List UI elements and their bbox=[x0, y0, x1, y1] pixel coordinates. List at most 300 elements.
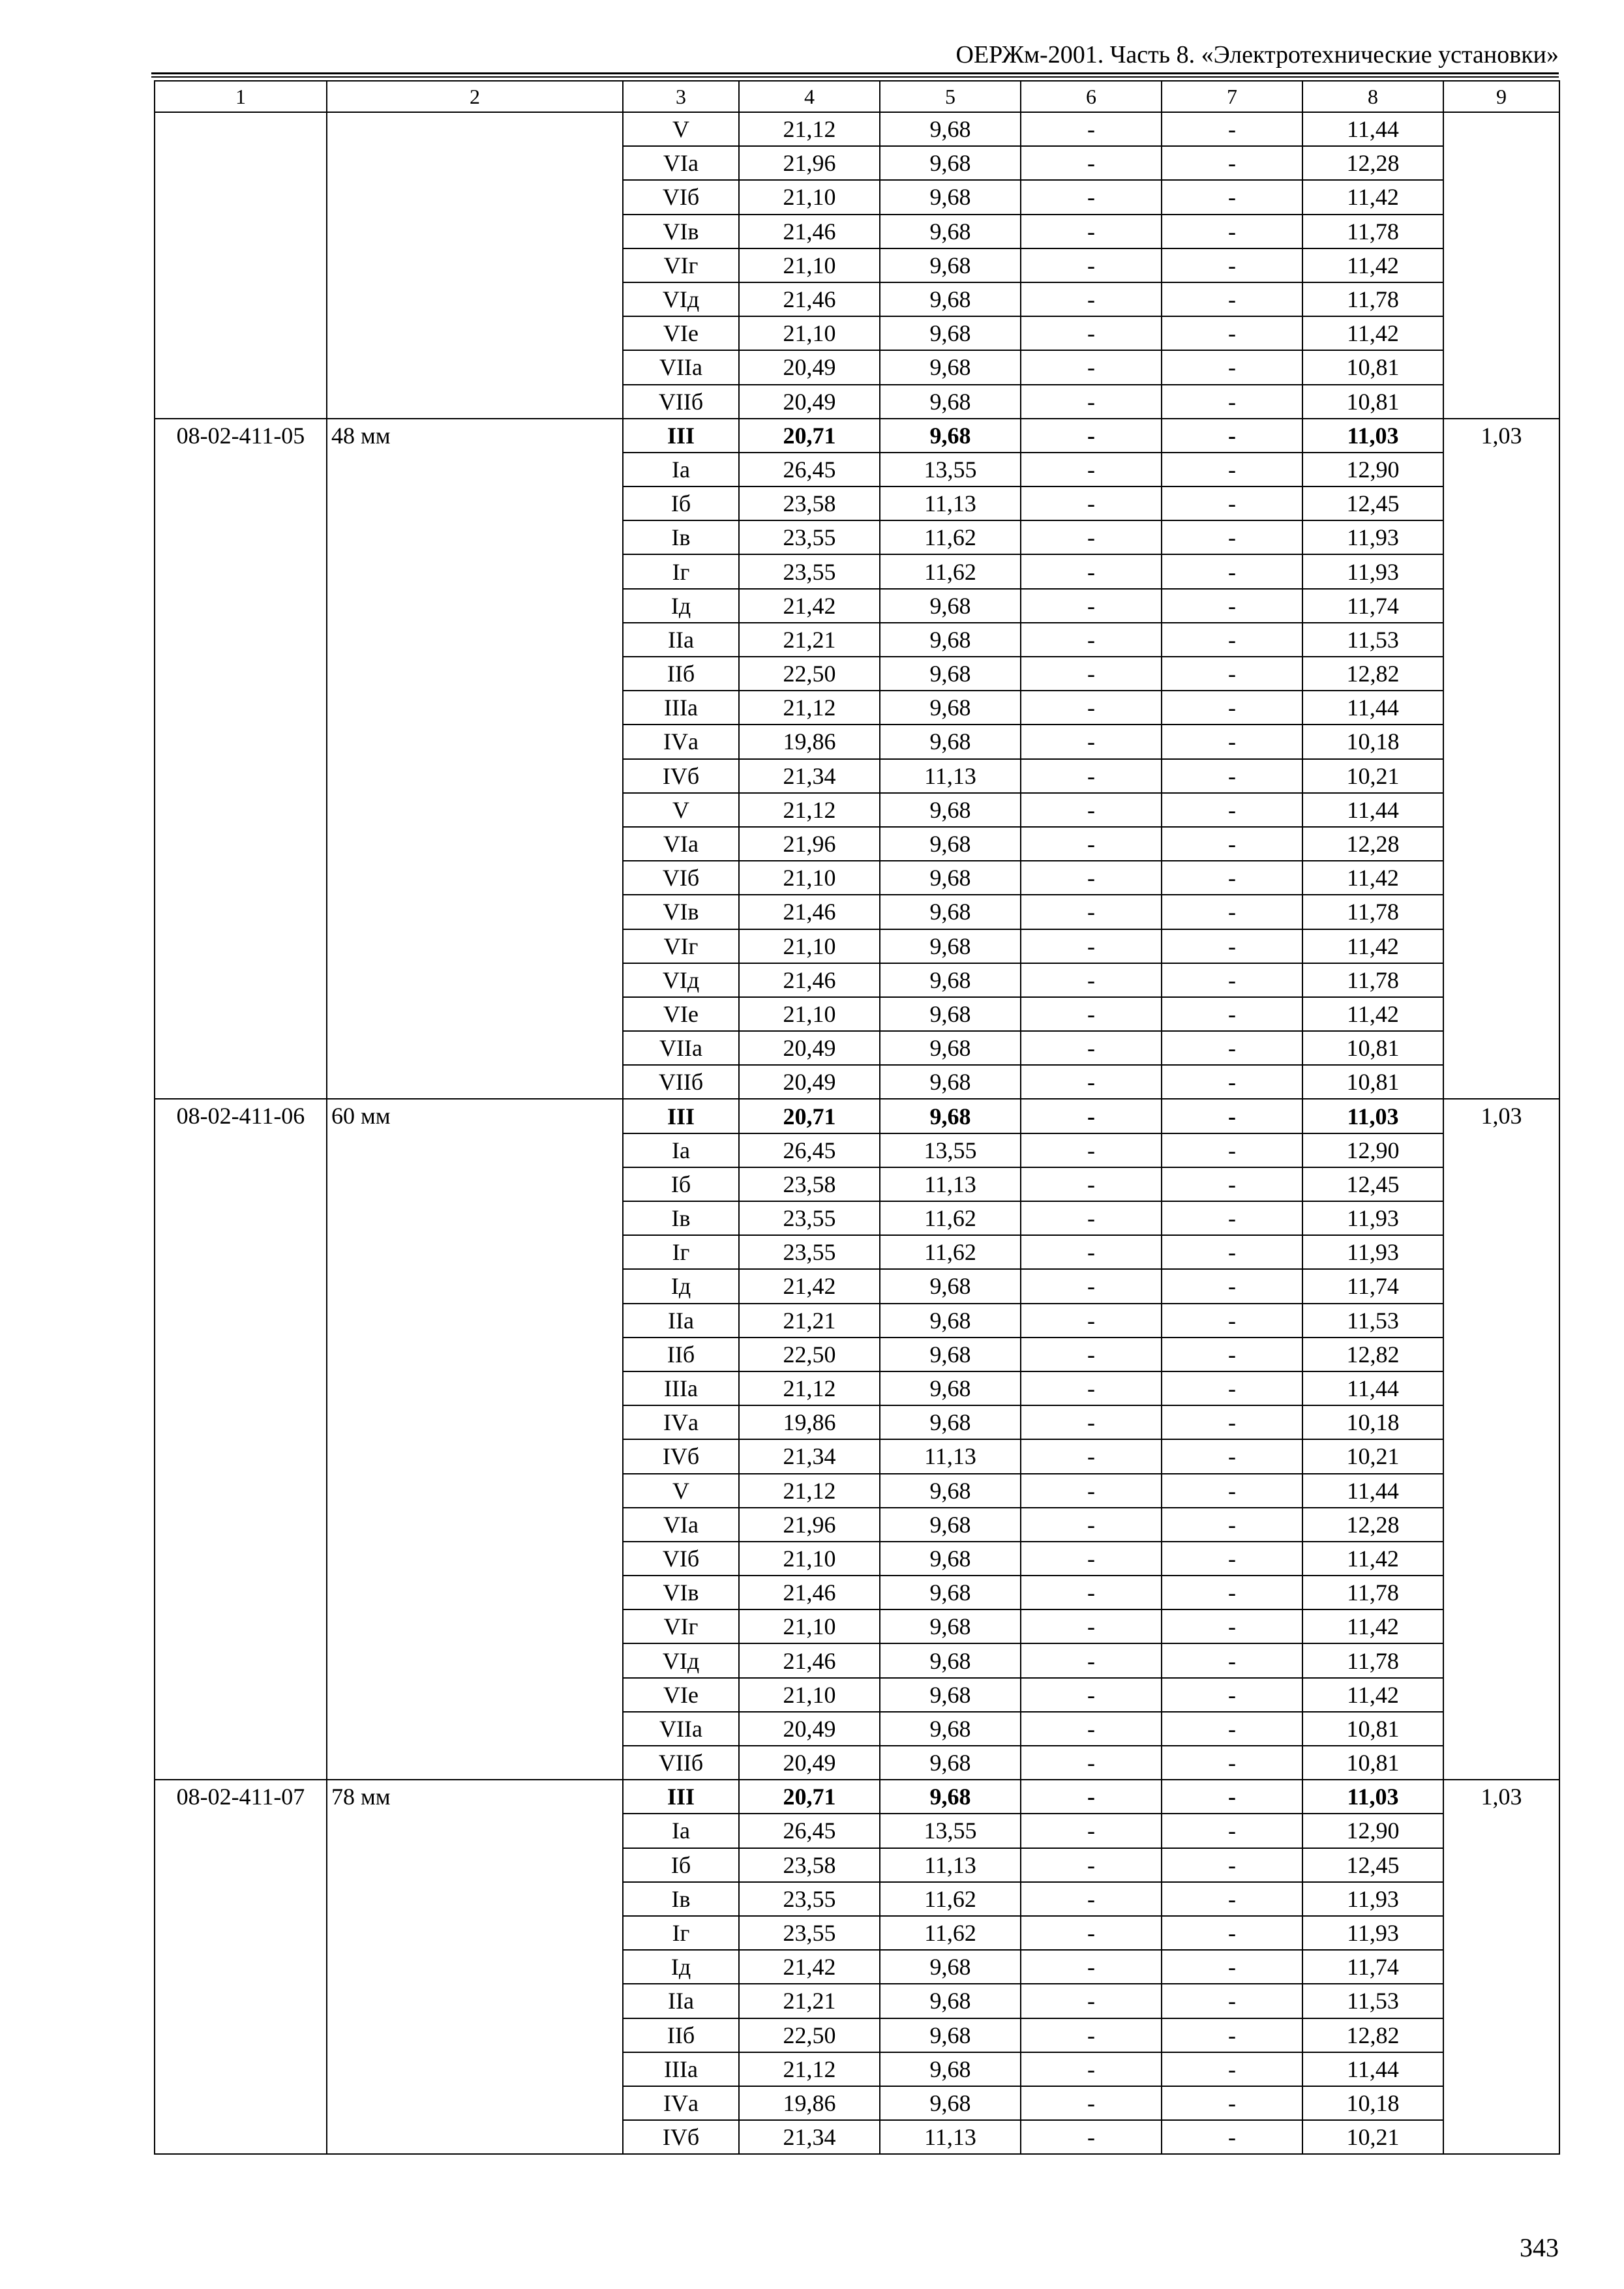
value-col7: - bbox=[1162, 1439, 1302, 1473]
value-col7: - bbox=[1162, 1405, 1302, 1439]
value-col8: 12,90 bbox=[1302, 1133, 1443, 1167]
value-col4: 21,12 bbox=[739, 1474, 880, 1508]
value-col5: 9,68 bbox=[880, 1609, 1021, 1643]
value-col5: 11,62 bbox=[880, 1235, 1021, 1269]
zone-code: IIа bbox=[623, 1984, 739, 2018]
value-col5: 9,68 bbox=[880, 146, 1021, 180]
value-col5: 9,68 bbox=[880, 419, 1021, 453]
zone-code: VIв bbox=[623, 1576, 739, 1609]
value-col5: 9,68 bbox=[880, 895, 1021, 929]
zone-code: VIе bbox=[623, 1678, 739, 1712]
value-col6: - bbox=[1021, 1882, 1162, 1916]
value-col6: - bbox=[1021, 2052, 1162, 2086]
value-col4: 21,12 bbox=[739, 2052, 880, 2086]
value-col8: 11,42 bbox=[1302, 929, 1443, 963]
value-col8: 11,78 bbox=[1302, 1643, 1443, 1677]
value-col6: - bbox=[1021, 861, 1162, 895]
zone-code: Iг bbox=[623, 554, 739, 588]
zone-code: VIе bbox=[623, 316, 739, 350]
zone-code: VIд bbox=[623, 1643, 739, 1677]
value-col5: 9,68 bbox=[880, 1405, 1021, 1439]
value-col7: - bbox=[1162, 554, 1302, 588]
table-row bbox=[155, 1099, 1559, 1133]
value-col7: - bbox=[1162, 1099, 1302, 1133]
zone-code: Iд bbox=[623, 1269, 739, 1303]
value-col7: - bbox=[1162, 1746, 1302, 1780]
value-col4: 20,71 bbox=[739, 1099, 880, 1133]
value-col6: - bbox=[1021, 1065, 1162, 1099]
zone-code: IVа bbox=[623, 2086, 739, 2120]
value-col8: 11,44 bbox=[1302, 1474, 1443, 1508]
value-col4: 19,86 bbox=[739, 1405, 880, 1439]
value-col8: 10,18 bbox=[1302, 1405, 1443, 1439]
value-col4: 23,55 bbox=[739, 1916, 880, 1950]
value-col6: - bbox=[1021, 1167, 1162, 1201]
value-col8: 10,81 bbox=[1302, 1746, 1443, 1780]
value-col8: 10,81 bbox=[1302, 1031, 1443, 1065]
value-col6: - bbox=[1021, 1542, 1162, 1576]
value-col4: 21,12 bbox=[739, 1371, 880, 1405]
value-col5: 9,68 bbox=[880, 589, 1021, 623]
zone-code: V bbox=[623, 1474, 739, 1508]
value-col6: - bbox=[1021, 112, 1162, 146]
value-col6: - bbox=[1021, 1950, 1162, 1984]
zone-code: IIа bbox=[623, 1304, 739, 1338]
value-col5: 9,68 bbox=[880, 861, 1021, 895]
value-col5: 9,68 bbox=[880, 2052, 1021, 2086]
value-col8: 11,74 bbox=[1302, 1269, 1443, 1303]
value-col4: 20,71 bbox=[739, 419, 880, 453]
value-col5: 9,68 bbox=[880, 180, 1021, 214]
value-col6: - bbox=[1021, 2086, 1162, 2120]
value-col7: - bbox=[1162, 1133, 1302, 1167]
value-col7: - bbox=[1162, 1167, 1302, 1201]
value-col8: 10,21 bbox=[1302, 2120, 1443, 2154]
zone-code: Iд bbox=[623, 589, 739, 623]
value-col6: - bbox=[1021, 554, 1162, 588]
value-col6: - bbox=[1021, 419, 1162, 453]
value-col8: 10,21 bbox=[1302, 759, 1443, 793]
value-col6: - bbox=[1021, 997, 1162, 1031]
zone-code: VIд bbox=[623, 282, 739, 316]
zone-code: IIб bbox=[623, 2018, 739, 2052]
value-col4: 21,10 bbox=[739, 929, 880, 963]
value-col7: - bbox=[1162, 2052, 1302, 2086]
value-col4: 21,96 bbox=[739, 146, 880, 180]
value-col4: 21,46 bbox=[739, 1643, 880, 1677]
zone-code: Iа bbox=[623, 453, 739, 486]
value-col4: 21,34 bbox=[739, 2120, 880, 2154]
value-col8: 11,42 bbox=[1302, 997, 1443, 1031]
column-number: 4 bbox=[739, 81, 880, 112]
zone-code: IVб bbox=[623, 2120, 739, 2154]
value-col5: 11,62 bbox=[880, 554, 1021, 588]
value-col5: 9,68 bbox=[880, 1031, 1021, 1065]
value-col4: 21,46 bbox=[739, 895, 880, 929]
value-col5: 9,68 bbox=[880, 1474, 1021, 1508]
zone-code: VIIа bbox=[623, 1712, 739, 1746]
value-col4: 21,42 bbox=[739, 1269, 880, 1303]
value-col7: - bbox=[1162, 2086, 1302, 2120]
value-col7: - bbox=[1162, 1848, 1302, 1882]
coefficient: 1,03 bbox=[1443, 1099, 1559, 1780]
value-col6: - bbox=[1021, 1269, 1162, 1303]
value-col4: 21,12 bbox=[739, 112, 880, 146]
coefficient bbox=[1443, 112, 1559, 419]
value-col5: 9,68 bbox=[880, 1508, 1021, 1542]
rates-table bbox=[154, 80, 1560, 2155]
item-name bbox=[327, 112, 623, 419]
value-col6: - bbox=[1021, 1405, 1162, 1439]
value-col6: - bbox=[1021, 520, 1162, 554]
value-col8: 11,03 bbox=[1302, 1099, 1443, 1133]
value-col7: - bbox=[1162, 385, 1302, 419]
value-col5: 9,68 bbox=[880, 316, 1021, 350]
value-col6: - bbox=[1021, 691, 1162, 725]
value-col8: 12,28 bbox=[1302, 827, 1443, 861]
value-col4: 21,10 bbox=[739, 861, 880, 895]
value-col7: - bbox=[1162, 657, 1302, 691]
value-col4: 21,10 bbox=[739, 997, 880, 1031]
zone-code: VIб bbox=[623, 1542, 739, 1576]
value-col7: - bbox=[1162, 691, 1302, 725]
value-col7: - bbox=[1162, 1031, 1302, 1065]
zone-code: IVб bbox=[623, 1439, 739, 1473]
value-col6: - bbox=[1021, 1304, 1162, 1338]
value-col5: 13,55 bbox=[880, 1133, 1021, 1167]
zone-code: VIв bbox=[623, 895, 739, 929]
zone-code: VIа bbox=[623, 827, 739, 861]
value-col4: 21,42 bbox=[739, 589, 880, 623]
value-col8: 12,82 bbox=[1302, 1338, 1443, 1371]
value-col7: - bbox=[1162, 1712, 1302, 1746]
value-col6: - bbox=[1021, 657, 1162, 691]
value-col7: - bbox=[1162, 759, 1302, 793]
value-col5: 9,68 bbox=[880, 215, 1021, 248]
value-col4: 21,96 bbox=[739, 827, 880, 861]
column-number: 9 bbox=[1443, 81, 1559, 112]
value-col6: - bbox=[1021, 2120, 1162, 2154]
value-col7: - bbox=[1162, 1576, 1302, 1609]
value-col5: 9,68 bbox=[880, 725, 1021, 758]
value-col4: 21,10 bbox=[739, 248, 880, 282]
value-col5: 11,13 bbox=[880, 486, 1021, 520]
value-col4: 26,45 bbox=[739, 1133, 880, 1167]
value-col5: 9,68 bbox=[880, 623, 1021, 657]
value-col7: - bbox=[1162, 1609, 1302, 1643]
value-col4: 21,96 bbox=[739, 1508, 880, 1542]
value-col5: 11,62 bbox=[880, 1916, 1021, 1950]
value-col4: 21,42 bbox=[739, 1950, 880, 1984]
value-col8: 11,93 bbox=[1302, 1882, 1443, 1916]
value-col8: 11,42 bbox=[1302, 180, 1443, 214]
value-col6: - bbox=[1021, 1916, 1162, 1950]
value-col7: - bbox=[1162, 2018, 1302, 2052]
value-col7: - bbox=[1162, 1984, 1302, 2018]
value-col8: 10,18 bbox=[1302, 2086, 1443, 2120]
value-col4: 22,50 bbox=[739, 1338, 880, 1371]
value-col8: 10,81 bbox=[1302, 385, 1443, 419]
value-col8: 11,74 bbox=[1302, 1950, 1443, 1984]
zone-code: Iа bbox=[623, 1133, 739, 1167]
value-col5: 9,68 bbox=[880, 1643, 1021, 1677]
value-col4: 19,86 bbox=[739, 725, 880, 758]
value-col5: 11,62 bbox=[880, 1201, 1021, 1235]
value-col7: - bbox=[1162, 1338, 1302, 1371]
value-col4: 23,55 bbox=[739, 1235, 880, 1269]
value-col8: 11,44 bbox=[1302, 112, 1443, 146]
value-col7: - bbox=[1162, 520, 1302, 554]
value-col4: 21,46 bbox=[739, 282, 880, 316]
value-col8: 11,78 bbox=[1302, 282, 1443, 316]
zone-code: VIв bbox=[623, 215, 739, 248]
value-col4: 20,49 bbox=[739, 1712, 880, 1746]
value-col8: 11,03 bbox=[1302, 419, 1443, 453]
table-row bbox=[155, 1780, 1559, 1814]
value-col5: 9,68 bbox=[880, 1712, 1021, 1746]
value-col8: 11,44 bbox=[1302, 2052, 1443, 2086]
value-col5: 9,68 bbox=[880, 350, 1021, 384]
zone-code: VIг bbox=[623, 1609, 739, 1643]
value-col4: 21,10 bbox=[739, 1609, 880, 1643]
value-col7: - bbox=[1162, 1269, 1302, 1303]
value-col4: 21,10 bbox=[739, 180, 880, 214]
zone-code: VIIа bbox=[623, 1031, 739, 1065]
value-col7: - bbox=[1162, 861, 1302, 895]
value-col6: - bbox=[1021, 1133, 1162, 1167]
value-col7: - bbox=[1162, 2120, 1302, 2154]
value-col4: 20,71 bbox=[739, 1780, 880, 1814]
zone-code: Iв bbox=[623, 520, 739, 554]
value-col4: 21,46 bbox=[739, 215, 880, 248]
value-col4: 21,12 bbox=[739, 793, 880, 827]
column-number: 1 bbox=[155, 81, 327, 112]
value-col4: 21,10 bbox=[739, 1542, 880, 1576]
value-col7: - bbox=[1162, 1814, 1302, 1848]
value-col7: - bbox=[1162, 1780, 1302, 1814]
value-col5: 9,68 bbox=[880, 1099, 1021, 1133]
zone-code: VIIб bbox=[623, 385, 739, 419]
value-col7: - bbox=[1162, 180, 1302, 214]
value-col7: - bbox=[1162, 827, 1302, 861]
value-col4: 20,49 bbox=[739, 1065, 880, 1099]
value-col6: - bbox=[1021, 350, 1162, 384]
zone-code: IIIа bbox=[623, 691, 739, 725]
value-col6: - bbox=[1021, 589, 1162, 623]
value-col7: - bbox=[1162, 1950, 1302, 1984]
value-col7: - bbox=[1162, 963, 1302, 997]
value-col6: - bbox=[1021, 1712, 1162, 1746]
value-col6: - bbox=[1021, 1609, 1162, 1643]
value-col5: 9,68 bbox=[880, 1746, 1021, 1780]
value-col5: 11,13 bbox=[880, 759, 1021, 793]
value-col8: 11,93 bbox=[1302, 554, 1443, 588]
column-number: 6 bbox=[1021, 81, 1162, 112]
value-col8: 12,45 bbox=[1302, 1848, 1443, 1882]
zone-code: V bbox=[623, 112, 739, 146]
value-col8: 12,90 bbox=[1302, 453, 1443, 486]
zone-code: Iг bbox=[623, 1235, 739, 1269]
value-col5: 9,68 bbox=[880, 827, 1021, 861]
value-col5: 11,13 bbox=[880, 1848, 1021, 1882]
value-col4: 21,46 bbox=[739, 1576, 880, 1609]
value-col8: 10,18 bbox=[1302, 725, 1443, 758]
value-col6: - bbox=[1021, 827, 1162, 861]
value-col8: 12,82 bbox=[1302, 657, 1443, 691]
value-col8: 11,93 bbox=[1302, 1201, 1443, 1235]
value-col4: 23,55 bbox=[739, 1882, 880, 1916]
item-name: 78 мм bbox=[327, 1780, 623, 2154]
value-col8: 10,21 bbox=[1302, 1439, 1443, 1473]
zone-code: IIIа bbox=[623, 1371, 739, 1405]
value-col5: 11,62 bbox=[880, 1882, 1021, 1916]
value-col8: 11,42 bbox=[1302, 1678, 1443, 1712]
value-col4: 20,49 bbox=[739, 385, 880, 419]
value-col5: 9,68 bbox=[880, 1065, 1021, 1099]
value-col5: 9,68 bbox=[880, 1542, 1021, 1576]
zone-code: IIб bbox=[623, 657, 739, 691]
value-col5: 9,68 bbox=[880, 963, 1021, 997]
value-col5: 9,68 bbox=[880, 282, 1021, 316]
value-col8: 12,45 bbox=[1302, 486, 1443, 520]
value-col6: - bbox=[1021, 1439, 1162, 1473]
value-col6: - bbox=[1021, 1984, 1162, 2018]
value-col4: 22,50 bbox=[739, 2018, 880, 2052]
value-col5: 9,68 bbox=[880, 1780, 1021, 1814]
zone-code: III bbox=[623, 1099, 739, 1133]
value-col7: - bbox=[1162, 1474, 1302, 1508]
column-number: 5 bbox=[880, 81, 1021, 112]
value-col6: - bbox=[1021, 759, 1162, 793]
zone-code: VIа bbox=[623, 1508, 739, 1542]
value-col4: 23,55 bbox=[739, 554, 880, 588]
zone-code: VIIа bbox=[623, 350, 739, 384]
value-col7: - bbox=[1162, 1201, 1302, 1235]
zone-code: IVа bbox=[623, 725, 739, 758]
value-col4: 22,50 bbox=[739, 657, 880, 691]
zone-code: IVб bbox=[623, 759, 739, 793]
zone-code: VIа bbox=[623, 146, 739, 180]
value-col4: 23,58 bbox=[739, 486, 880, 520]
value-col6: - bbox=[1021, 1338, 1162, 1371]
zone-code: VIг bbox=[623, 248, 739, 282]
value-col7: - bbox=[1162, 793, 1302, 827]
value-col8: 11,53 bbox=[1302, 1304, 1443, 1338]
value-col4: 23,58 bbox=[739, 1167, 880, 1201]
value-col7: - bbox=[1162, 1235, 1302, 1269]
value-col5: 9,68 bbox=[880, 1371, 1021, 1405]
value-col4: 21,34 bbox=[739, 759, 880, 793]
value-col4: 20,49 bbox=[739, 1031, 880, 1065]
value-col7: - bbox=[1162, 997, 1302, 1031]
value-col7: - bbox=[1162, 419, 1302, 453]
value-col4: 20,49 bbox=[739, 1746, 880, 1780]
value-col4: 26,45 bbox=[739, 453, 880, 486]
value-col5: 9,68 bbox=[880, 1950, 1021, 1984]
value-col6: - bbox=[1021, 623, 1162, 657]
value-col6: - bbox=[1021, 1848, 1162, 1882]
column-number: 3 bbox=[623, 81, 739, 112]
zone-code: Iб bbox=[623, 1848, 739, 1882]
value-col6: - bbox=[1021, 248, 1162, 282]
zone-code: VIIб bbox=[623, 1746, 739, 1780]
value-col4: 19,86 bbox=[739, 2086, 880, 2120]
zone-code: VIд bbox=[623, 963, 739, 997]
value-col4: 23,55 bbox=[739, 520, 880, 554]
zone-code: V bbox=[623, 793, 739, 827]
value-col5: 11,13 bbox=[880, 1439, 1021, 1473]
value-col7: - bbox=[1162, 1304, 1302, 1338]
zone-code: IVа bbox=[623, 1405, 739, 1439]
value-col5: 9,68 bbox=[880, 385, 1021, 419]
zone-code: III bbox=[623, 1780, 739, 1814]
value-col6: - bbox=[1021, 1746, 1162, 1780]
value-col8: 11,78 bbox=[1302, 895, 1443, 929]
rate-code: 08-02-411-07 bbox=[155, 1780, 327, 2154]
value-col7: - bbox=[1162, 316, 1302, 350]
value-col5: 13,55 bbox=[880, 1814, 1021, 1848]
value-col8: 11,93 bbox=[1302, 520, 1443, 554]
value-col6: - bbox=[1021, 1508, 1162, 1542]
value-col5: 11,13 bbox=[880, 1167, 1021, 1201]
value-col4: 21,21 bbox=[739, 1984, 880, 2018]
value-col4: 21,21 bbox=[739, 623, 880, 657]
value-col7: - bbox=[1162, 589, 1302, 623]
value-col8: 11,42 bbox=[1302, 861, 1443, 895]
value-col7: - bbox=[1162, 929, 1302, 963]
value-col6: - bbox=[1021, 1678, 1162, 1712]
value-col6: - bbox=[1021, 1371, 1162, 1405]
value-col6: - bbox=[1021, 215, 1162, 248]
value-col8: 11,93 bbox=[1302, 1235, 1443, 1269]
value-col5: 9,68 bbox=[880, 2086, 1021, 2120]
value-col6: - bbox=[1021, 316, 1162, 350]
value-col8: 10,81 bbox=[1302, 350, 1443, 384]
zone-code: Iд bbox=[623, 1950, 739, 1984]
value-col6: - bbox=[1021, 385, 1162, 419]
item-name: 60 мм bbox=[327, 1099, 623, 1780]
zone-code: III bbox=[623, 419, 739, 453]
value-col8: 11,78 bbox=[1302, 1576, 1443, 1609]
value-col6: - bbox=[1021, 2018, 1162, 2052]
value-col6: - bbox=[1021, 1814, 1162, 1848]
value-col5: 9,68 bbox=[880, 1984, 1021, 2018]
value-col6: - bbox=[1021, 725, 1162, 758]
zone-code: IIIа bbox=[623, 2052, 739, 2086]
value-col8: 12,90 bbox=[1302, 1814, 1443, 1848]
value-col8: 11,42 bbox=[1302, 316, 1443, 350]
value-col5: 9,68 bbox=[880, 2018, 1021, 2052]
value-col5: 9,68 bbox=[880, 1304, 1021, 1338]
column-number: 7 bbox=[1162, 81, 1302, 112]
value-col6: - bbox=[1021, 793, 1162, 827]
page-number: 343 bbox=[1520, 2233, 1559, 2262]
value-col8: 11,74 bbox=[1302, 589, 1443, 623]
value-col8: 11,42 bbox=[1302, 1609, 1443, 1643]
value-col4: 23,58 bbox=[739, 1848, 880, 1882]
value-col7: - bbox=[1162, 350, 1302, 384]
value-col6: - bbox=[1021, 282, 1162, 316]
value-col7: - bbox=[1162, 623, 1302, 657]
column-number-row bbox=[155, 81, 1559, 112]
value-col6: - bbox=[1021, 146, 1162, 180]
value-col4: 21,10 bbox=[739, 1678, 880, 1712]
item-name: 48 мм bbox=[327, 419, 623, 1100]
table-row bbox=[155, 112, 1559, 146]
value-col5: 9,68 bbox=[880, 997, 1021, 1031]
value-col7: - bbox=[1162, 1678, 1302, 1712]
value-col5: 9,68 bbox=[880, 248, 1021, 282]
